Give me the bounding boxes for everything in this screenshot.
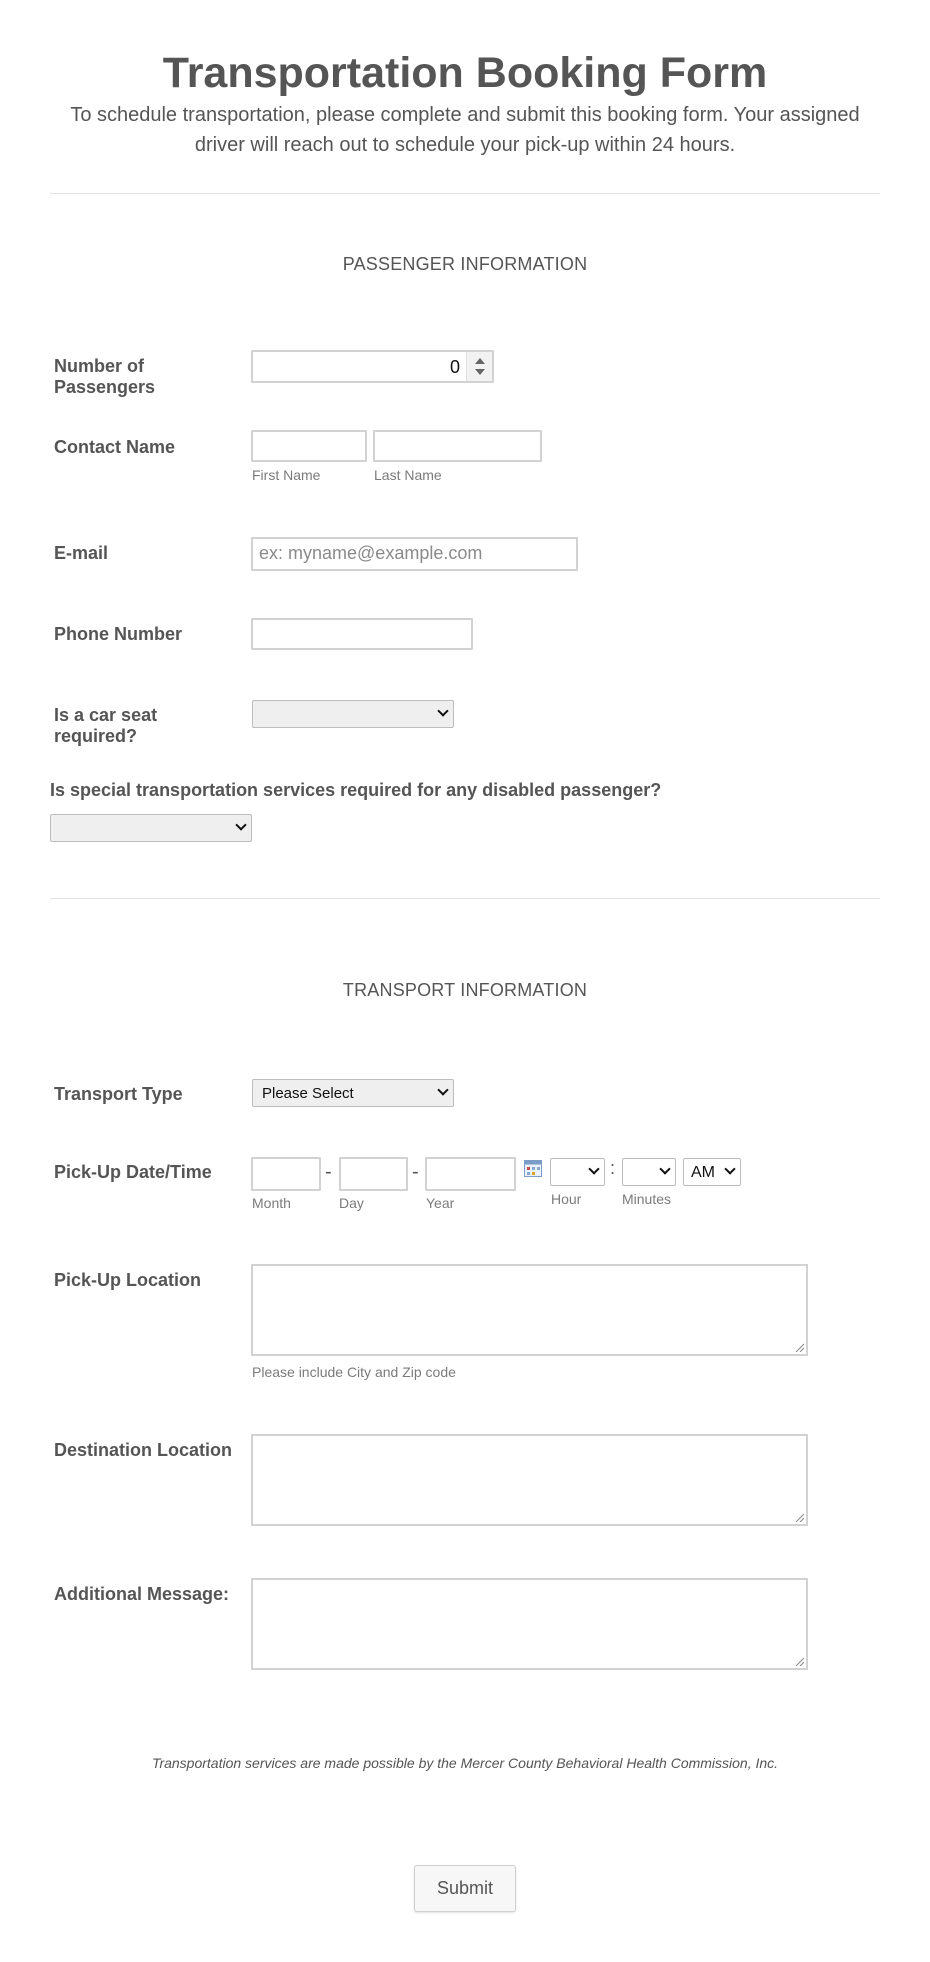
passenger-section-heading: PASSENGER INFORMATION — [342, 254, 588, 274]
hour-select[interactable] — [550, 1158, 605, 1186]
email-field[interactable]: ex: myname@example.com — [251, 537, 578, 571]
chevron-down-icon — [437, 1084, 448, 1095]
date-separator: - — [412, 1161, 419, 1183]
phone-input[interactable] — [251, 618, 473, 650]
form-subtitle: To schedule transportation, please complete and submit this booking form. Your assigned driver will reach out to schedule your pick-up within 24 hours. — [70, 104, 860, 156]
transport-section-heading: TRANSPORT INFORMATION — [342, 980, 588, 1000]
ampm-select[interactable] — [683, 1158, 741, 1186]
section-divider — [50, 898, 880, 899]
resize-handle-icon[interactable] — [794, 1656, 804, 1666]
transport-type-select[interactable] — [252, 1079, 454, 1107]
first-name-input[interactable] — [251, 430, 367, 462]
resize-handle-icon[interactable] — [794, 1512, 804, 1522]
minutes-sublabel: Minutes — [622, 1191, 672, 1207]
pickup-location-label: Pick-Up Location — [54, 1270, 202, 1290]
chevron-down-icon — [588, 1163, 599, 1174]
pickup-month-input[interactable] — [251, 1157, 321, 1191]
form-title: Transportation Booking Form — [162, 49, 768, 97]
month-sublabel: Month — [252, 1195, 291, 1211]
day-sublabel: Day — [339, 1195, 364, 1211]
car-seat-label: Is a car seat required? — [54, 705, 158, 746]
date-separator: - — [325, 1161, 332, 1183]
year-sublabel: Year — [426, 1195, 455, 1211]
transport-type-value: Please Select — [262, 1085, 354, 1102]
destination-location-textarea[interactable] — [251, 1434, 808, 1526]
num-passengers-input[interactable] — [251, 350, 494, 383]
ampm-value: AM — [691, 1164, 715, 1181]
hour-sublabel: Hour — [551, 1191, 582, 1207]
submit-button[interactable]: Submit — [414, 1865, 516, 1912]
time-separator: : — [610, 1158, 616, 1178]
special-services-select[interactable] — [50, 814, 252, 842]
footer-note: Transportation services are made possible by the Mercer County Behavioral Health Commission, Inc. — [151, 1755, 779, 1771]
last-name-sublabel: Last Name — [374, 467, 442, 483]
pickup-location-textarea[interactable] — [251, 1264, 808, 1356]
chevron-down-icon — [659, 1163, 670, 1174]
email-label: E-mail — [54, 543, 109, 563]
num-passengers-label: Number of Passengers — [54, 356, 156, 397]
pickup-day-input[interactable] — [339, 1157, 408, 1191]
chevron-down-icon — [437, 705, 448, 716]
header-divider — [50, 193, 880, 194]
additional-message-textarea[interactable] — [251, 1578, 808, 1670]
destination-location-label: Destination Location — [54, 1440, 233, 1460]
spinner-arrows-icon[interactable] — [466, 352, 492, 381]
phone-label: Phone Number — [54, 624, 183, 644]
chevron-down-icon — [235, 819, 246, 830]
pickup-year-input[interactable] — [425, 1157, 516, 1191]
contact-name-label: Contact Name — [54, 437, 176, 457]
chevron-down-icon — [724, 1163, 735, 1174]
num-passengers-value: 0 — [449, 357, 460, 377]
pickup-location-help: Please include City and Zip code — [252, 1364, 456, 1380]
calendar-icon[interactable] — [524, 1159, 542, 1177]
transport-type-label: Transport Type — [54, 1084, 183, 1104]
pickup-datetime-label: Pick-Up Date/Time — [54, 1162, 212, 1182]
additional-message-label: Additional Message: — [54, 1584, 230, 1604]
minutes-select[interactable] — [622, 1158, 676, 1186]
special-services-label: Is special transportation services required for any disabled passenger? — [50, 780, 662, 800]
car-seat-select[interactable] — [252, 700, 454, 728]
last-name-input[interactable] — [373, 430, 542, 462]
resize-handle-icon[interactable] — [794, 1342, 804, 1352]
first-name-sublabel: First Name — [252, 467, 321, 483]
